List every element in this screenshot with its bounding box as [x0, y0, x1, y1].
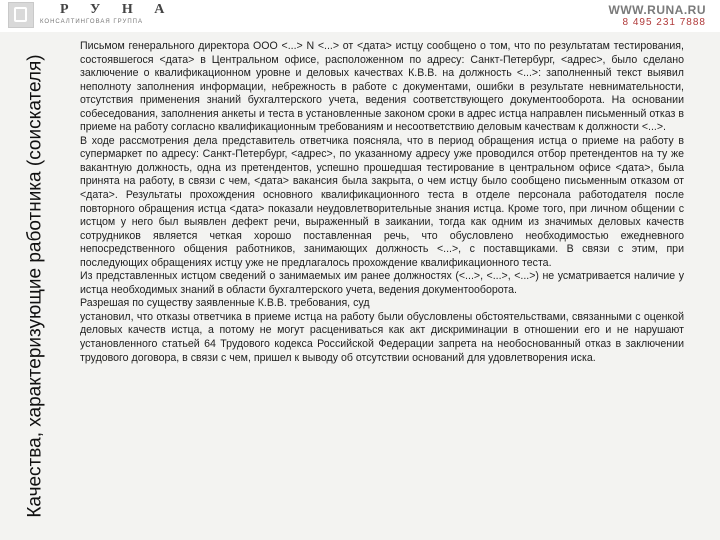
header-bar: [0, 0, 720, 32]
paragraph-4: Разрешая по существу заявленные К.В.В. требования, суд: [80, 297, 370, 310]
logo-letters: Р У Н А: [60, 2, 174, 17]
runa-logo-icon: [8, 2, 34, 28]
paragraph-2: В ходе рассмотрения дела представитель ответчика поясняла, что в период обращения истца о приеме на работу в супермаркет по адресу: Санкт-Петербург, <адрес>, по указанному адресу уже проводился отбор претендентов на ту же вакантную должность, одна из претендентов, успешно прошедшая тестирование в центральном офисе <дата>, была принята на работу, в связи с чем, <дата> вакансия была закрыта, о чем истцу было сообщено письменным отказом от <дата>. Результаты прохождения основного квалификационного теста в отделе персонала работодателя после повторного обращения истца <дата> показали неудовлетворительные знания истца. Кроме того, при личном общении с истцом у него был выявлен дефект речи, выраженный в заикании, тогда как одним из значимых деловых качеств сотрудников является четкая хорошо поставленная речь, что обусловлено необходимостью ежедневного непосредственного общения работников, занимающих должность <...>, с поставщиками. В связи с этим, при последующих обращениях истцу уже не предлагалось прохождение квалификационного теста.: [80, 134, 684, 269]
side-title-text: Качества, характеризующие работника (соискателя): [24, 54, 46, 518]
paragraph-1: Письмом генерального директора ООО <...> N <...> от <дата> истцу сообщено о том, что по результатам тестирования, состоявшегося <дата> в Центральном офисе, расположенном по адресу: Санкт-Петербург, <адрес>, было сделано заключение о квалификационном уровне и деловых качествах К.В.В. на должность <...>: заполненный текст выявил неполноту заполнения информации, небрежность в работе с документами, ошибки в результате невнимательности, отсутствия применения знаний бухгалтерского учета, ведения соответствующего документооборота. На основании собеседования, заполнения анкеты и теста в установленные законом сроки в адрес истца направлен письменный отказ в приеме на работу согласно квалификационным требованиям и несоответствию деловым качествам к должности <...>.: [80, 40, 684, 134]
paragraph-3: Из представленных истцом сведений о занимаемых им ранее должностях (<...>, <...>, <...>) не усматривается наличие у истца необходимых знаний в области бухгалтерского учета, ведения документооборота.: [80, 270, 684, 296]
phone-number: 8 495 231 7888: [622, 17, 706, 28]
website-link[interactable]: WWW.RUNA.RU: [608, 3, 706, 17]
document-body: [80, 40, 684, 520]
paragraph-5: установил, что отказы ответчика в приеме истца на работу были обусловлены обстоятельствами, связанными с оценкой деловых качеств истца, а потому не могут расцениваться как акт дискриминации в отношении его и не нарушают установленного статьей 64 Трудового кодекса Российской Федерации запрета на необоснованный отказ в заключении трудового договора, в связи с чем, пришел к выводу об отсутствии оснований для удовлетворения иска.: [80, 310, 684, 364]
side-title: [0, 32, 70, 540]
logo-subtitle: КОНСАЛТИНГОВАЯ ГРУППА: [40, 19, 143, 25]
